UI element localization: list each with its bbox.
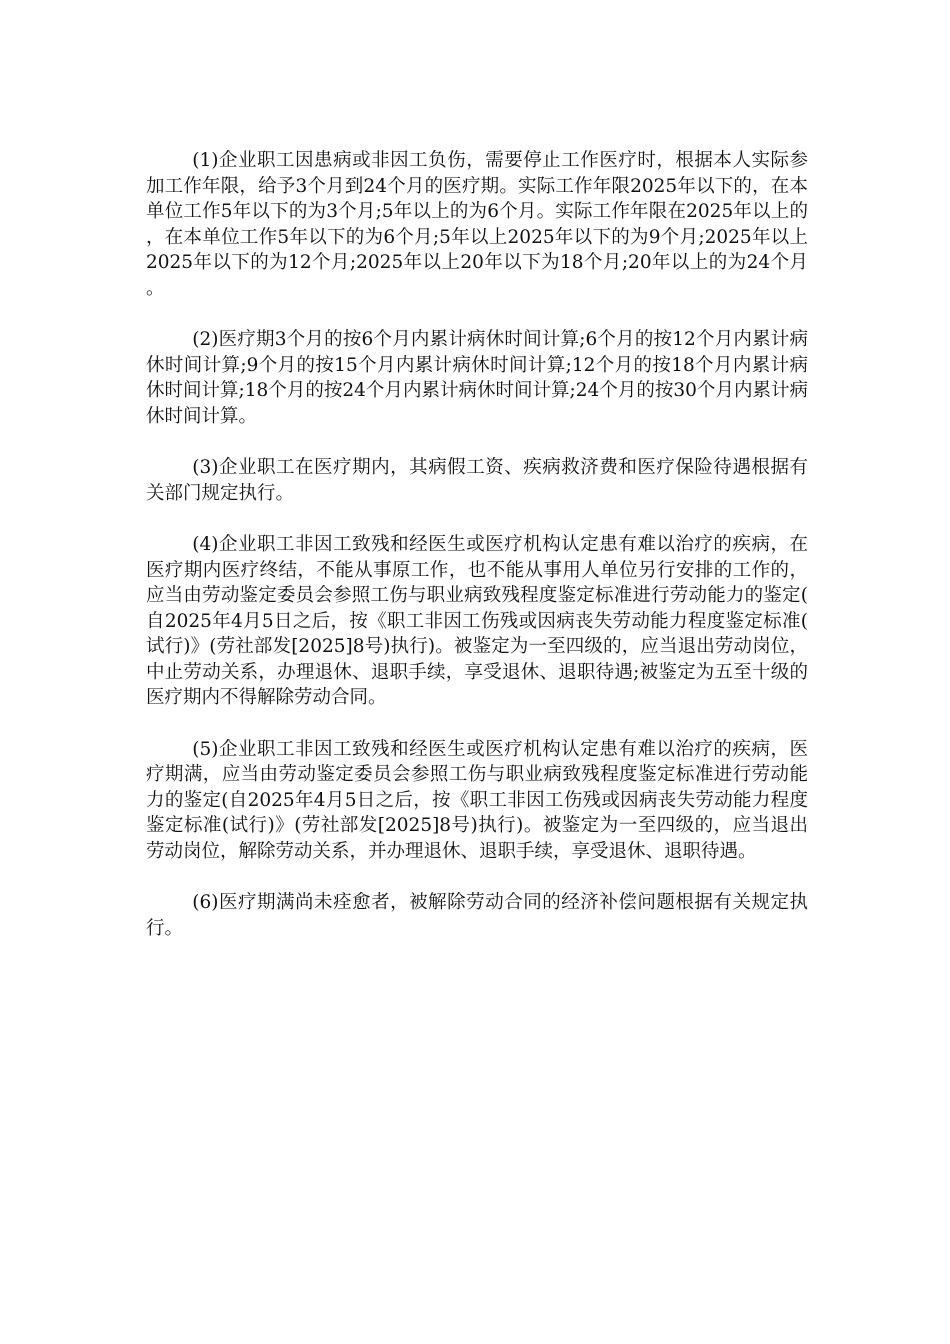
paragraph-4: (4)企业职工非因工致残和经医生或医疗机构认定患有难以治疗的疾病，在医疗期内医疗终结，不能从事原工作，也不能从事用人单位另行安排的工作的，应当由劳动鉴定委员会参照工伤与职业病致残程度鉴定标准进行劳动能力的鉴定(自2025年4月5日之后，按《职工非因工伤残或因病丧失劳动能力程度鉴定标准(试行)》(劳社部发[2025]8号)执行)。被鉴定为一至四级的，应当退出劳动岗位，中止劳动关系，办理退休、退职手续，享受退休、退职待遇;被鉴定为五至十级的医疗期内不得解除劳动合同。 xyxy=(146,534,808,708)
document-body xyxy=(146,148,808,967)
paragraph-6: (6)医疗期满尚未痊愈者，被解除劳动合同的经济补偿问题根据有关规定执行。 xyxy=(146,892,808,939)
paragraph-5: (5)企业职工非因工致残和经医生或医疗机构认定患有难以治疗的疾病，医疗期满，应当由劳动鉴定委员会参照工伤与职业病致残程度鉴定标准进行劳动能力的鉴定(自2025年4月5日之后，按《职工非因工伤残或因病丧失劳动能力程度鉴定标准(试行)》(劳社部发[2025]8号)执行)。被鉴定为一至四级的，应当退出劳动岗位，解除劳动关系，并办理退休、退职手续，享受退休、退职待遇。 xyxy=(146,738,808,862)
paragraph-2: (2)医疗期3个月的按6个月内累计病休时间计算;6个月的按12个月内累计病休时间计算;9个月的按15个月内累计病休时间计算;12个月的按18个月内累计病休时间计算;18个月的按24个月内累计病休时间计算;24个月的按30个月内累计病休时间计算。 xyxy=(146,329,808,427)
paragraph-3: (3)企业职工在医疗期内，其病假工资、疾病救济费和医疗保险待遇根据有关部门规定执行。 xyxy=(146,457,808,504)
paragraph-1: (1)企业职工因患病或非因工负伤，需要停止工作医疗时，根据本人实际参加工作年限，给予3个月到24个月的医疗期。实际工作年限2025年以下的，在本单位工作5年以下的为3个月;5年以上的为6个月。实际工作年限在2025年以上的，在本单位工作5年以下的为6个月;5年以上2025年以下的为9个月;2025年以上2025年以下的为12个月;2025年以上20年以下为18个月;20年以上的为24个月。 xyxy=(146,150,808,299)
